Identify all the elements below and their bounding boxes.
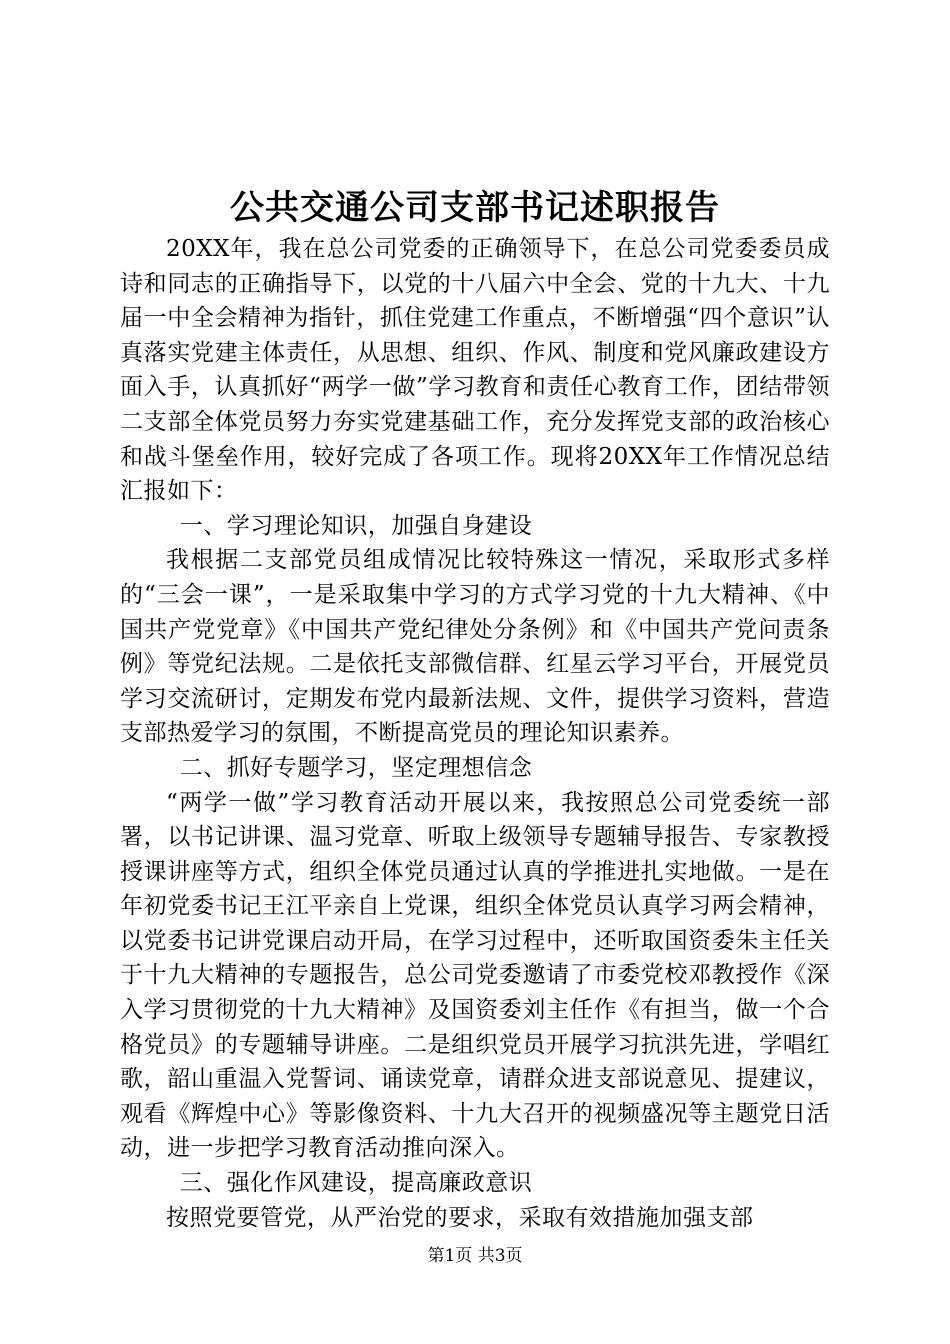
section-heading-2: 二、抓好专题学习，坚定理想信念: [179, 754, 533, 781]
paragraph-section-3: 按照党要管党，从严治党的要求，采取有效措施加强支部: [166, 1204, 754, 1231]
paragraph-section-2: “两学一做”学习教育活动开展以来，我按照总公司党委统一部署，以书记讲课、温习党章、听取上级领导专题辅导报告、专家教授授课讲座等方式，组织全体党员通过认真的学推进扎实地做。一是在年初党委书记王江平亲自上党课，组织全体党员认真学习两会精神，以党委书记讲党课启动开局，在学习过程中，还听取国资委朱主任关于十九大精神的专题报告，总公司党委邀请了市委党校邓教授作《深入学习贯彻党的十九大精神》及国资委刘主任作《有担当，做一个合格党员》的专题辅导讲座。二是组织党员开展学习抗洪先进，学唱红歌，韶山重温入党誓词、诵读党章，请群众进支部说意见、提建议，观看《辉煌中心》等影像资料、十九大召开的视频盛况等主题党日活动，进一步把学习教育活动推向深入。: [120, 789, 830, 1162]
section-heading-1: 一、学习理论知识，加强自身建设: [179, 512, 533, 539]
section-heading-3: 三、强化作风建设，提高廉政意识: [179, 1170, 533, 1197]
page-number-footer: 第1页 共3页: [427, 1246, 523, 1266]
paragraph-intro: 20XX年，我在总公司党委的正确领导下，在总公司党委委员成诗和同志的正确指导下，以党的十八届六中全会、党的十九大、十九届一中全会精神为指针，抓住党建工作重点，不断增强“四个意识”认真落实党建主体责任，从思想、组织、作风、制度和党风廉政建设方面入手，认真抓好“两学一做”学习教育和责任心教育工作，团结带领二支部全体党员努力夯实党建基础工作，充分发挥党支部的政治核心和战斗堡垒作用，较好完成了各项工作。现将20XX年工作情况总结汇报如下：: [120, 236, 830, 505]
paragraph-section-1: 我根据二支部党员组成情况比较特殊这一情况，采取形式多样的“三会一课”，一是采取集中学习的方式学习党的十九大精神、《中国共产党党章》《中国共产党纪律处分条例》和《中国共产党问责条例》等党纪法规。二是依托支部微信群、红星云学习平台，开展党员学习交流研讨，定期发布党内最新法规、文件，提供学习资料，营造支部热爱学习的氛围，不断提高党员的理论知识素养。: [120, 547, 830, 747]
document-title: 公共交通公司支部书记述职报告: [230, 188, 720, 228]
document-body: [120, 232, 830, 1235]
